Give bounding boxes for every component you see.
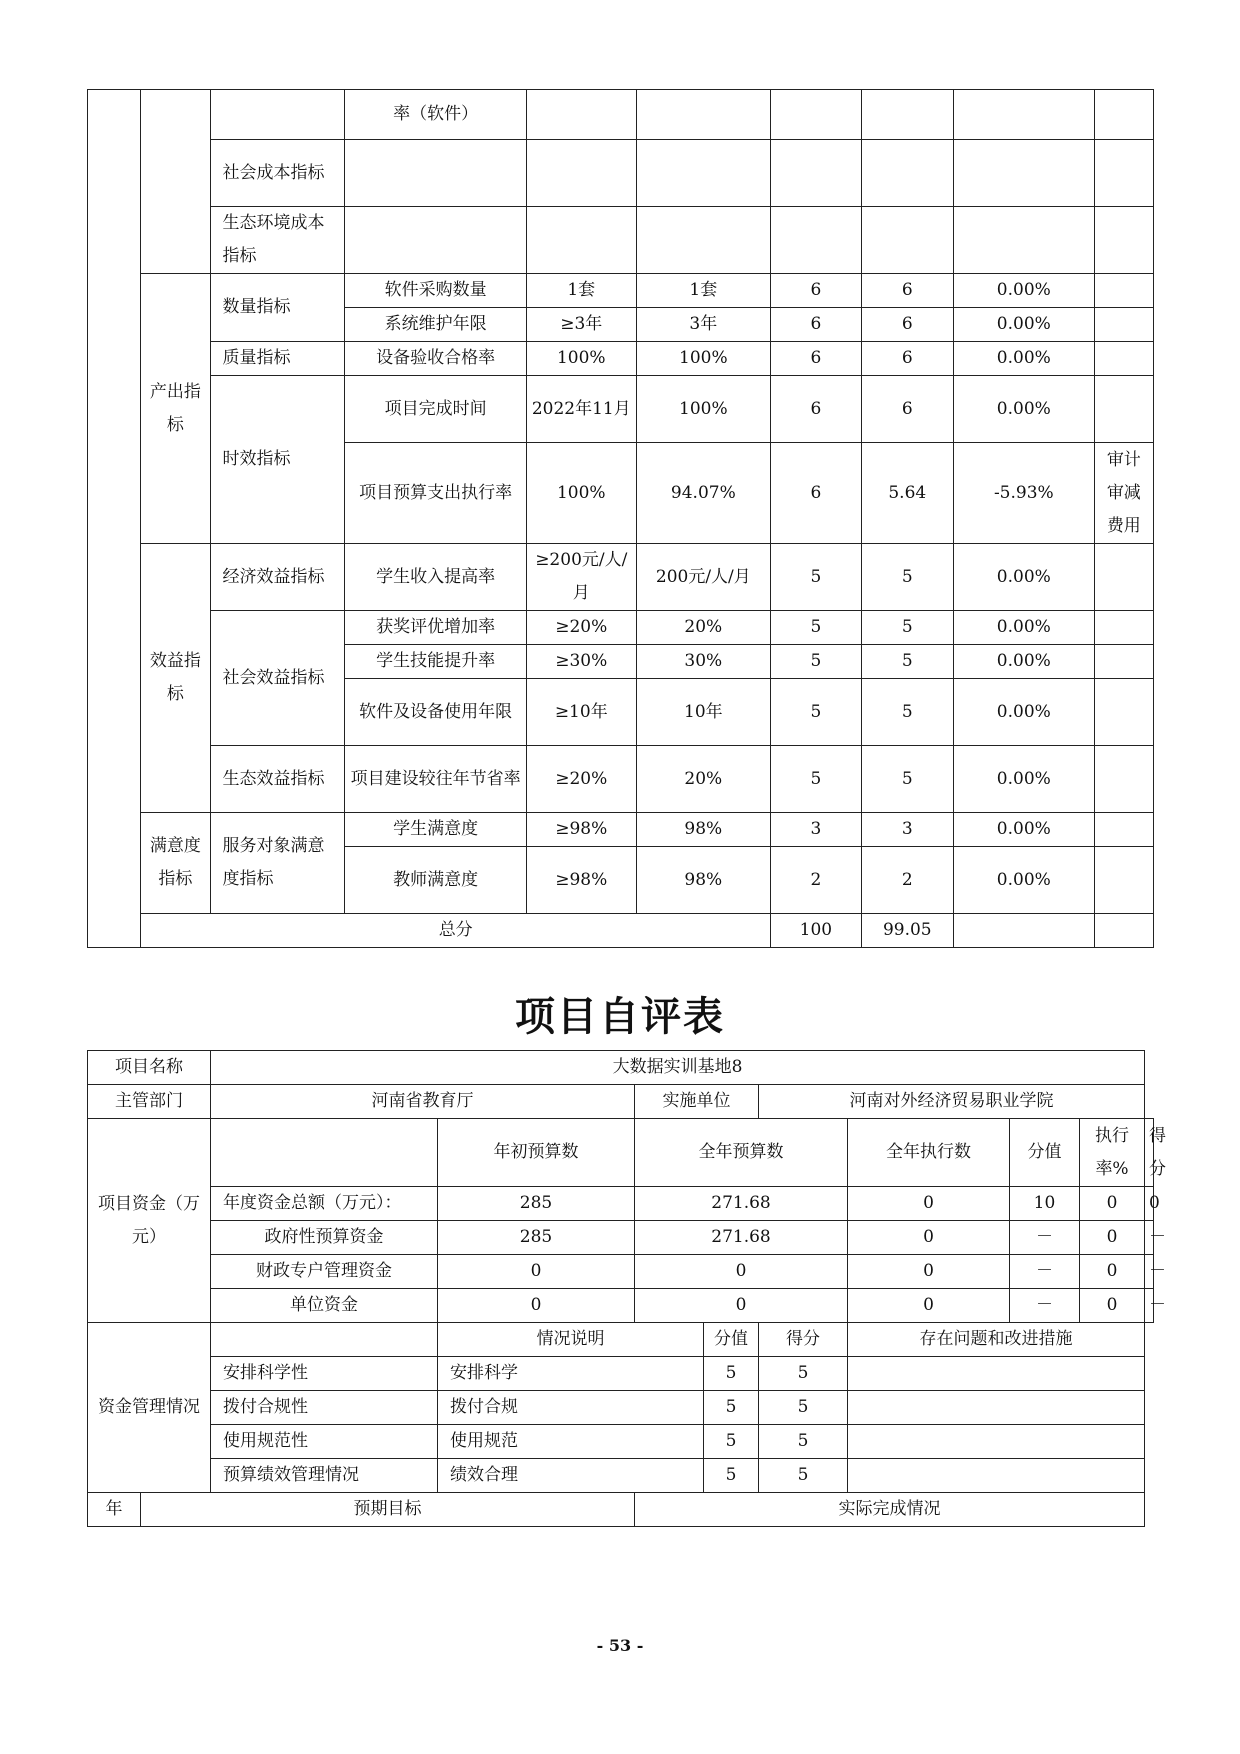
actual-value: 98% [636,813,771,847]
target-value: 2022年11月 [527,376,637,443]
score: 5 [771,645,861,679]
actual-value: 98% [636,847,771,914]
secondary-indicator: 社会成本指标 [210,140,345,207]
indicator-name: 学生技能提升率 [345,645,527,679]
actual-value: 100% [636,376,771,443]
mgmt-score: 5 [704,1357,759,1391]
secondary-indicator: 服务对象满意度指标 [210,813,345,914]
indicator-name: 系统维护年限 [345,308,527,342]
fund-initial: 285 [438,1187,635,1221]
mgmt-header-desc: 情况说明 [438,1323,704,1357]
year-label: 年 [88,1493,141,1527]
got: 5 [861,544,953,611]
deviation: 0.00% [953,544,1094,611]
expected-goal-label: 预期目标 [141,1493,635,1527]
dept-value: 河南省教育厅 [211,1085,635,1119]
got: 6 [861,342,953,376]
score: 5 [771,679,861,746]
header-executed: 全年执行数 [848,1119,1010,1187]
mgmt-desc: 绩效合理 [438,1459,704,1493]
deviation: 0.00% [953,645,1094,679]
header-got: 得分 [1145,1119,1154,1187]
mgmt-desc: 安排科学 [438,1357,704,1391]
actual-value: 94.07% [636,443,771,544]
project-name-label: 项目名称 [88,1051,211,1085]
indent-cell [141,90,210,274]
mgmt-desc: 使用规范 [438,1425,704,1459]
actual-completion-label: 实际完成情况 [635,1493,1145,1527]
fund-score: － [1010,1255,1080,1289]
score: 5 [771,611,861,645]
mgmt-item: 拨付合规性 [211,1391,438,1425]
deviation: 0.00% [953,376,1094,443]
mgmt-item: 安排科学性 [211,1357,438,1391]
indicator-name: 率（软件） [345,90,527,140]
target-value: ≥3年 [527,308,637,342]
mgmt-got: 5 [759,1425,848,1459]
got: 6 [861,376,953,443]
deviation: -5.93% [953,443,1094,544]
fund-executed: 0 [848,1255,1010,1289]
deviation: 0.00% [953,274,1094,308]
target-value: ≥20% [527,746,637,813]
header-rate: 执行率% [1080,1119,1145,1187]
fund-name: 财政专户管理资金 [211,1255,438,1289]
fund-rate: 0 [1080,1221,1145,1255]
fund-executed: 0 [848,1221,1010,1255]
fund-got: 0 [1145,1187,1154,1221]
fund-rate: 0 [1080,1255,1145,1289]
actual-value: 20% [636,611,771,645]
actual-value: 1套 [636,274,771,308]
header-annual: 全年预算数 [635,1119,848,1187]
actual-value: 100% [636,342,771,376]
fund-got: － [1145,1221,1154,1255]
deviation: 0.00% [953,342,1094,376]
indicator-name: 获奖评优增加率 [345,611,527,645]
target-value: ≥200元/人/月 [527,544,637,611]
header-score: 分值 [1010,1119,1080,1187]
target-value: ≥30% [527,645,637,679]
target-value: ≥20% [527,611,637,645]
secondary-indicator: 经济效益指标 [210,544,345,611]
target-value: ≥98% [527,847,637,914]
indicator-name: 学生收入提高率 [345,544,527,611]
score: 6 [771,376,861,443]
deviation: 0.00% [953,813,1094,847]
score: 6 [771,308,861,342]
deviation: 0.00% [953,679,1094,746]
project-name: 大数据实训基地8 [211,1051,1145,1085]
got: 5 [861,645,953,679]
fund-initial: 285 [438,1221,635,1255]
fund-score: 10 [1010,1187,1080,1221]
fund-rate: 0 [1080,1289,1145,1323]
mgmt-score: 5 [704,1425,759,1459]
fund-initial: 0 [438,1255,635,1289]
fund-annual: 0 [635,1289,848,1323]
actual-value: 3年 [636,308,771,342]
indicator-name: 项目建设较往年节省率 [345,746,527,813]
target-value: ≥10年 [527,679,637,746]
indicator-name: 软件及设备使用年限 [345,679,527,746]
fund-name: 单位资金 [211,1289,438,1323]
got: 5 [861,746,953,813]
remark: 审计审减费用 [1094,443,1153,544]
secondary-indicator: 数量指标 [210,274,345,342]
deviation: 0.00% [953,308,1094,342]
mgmt-label: 资金管理情况 [88,1323,211,1493]
self-evaluation-table [87,1050,1167,1527]
indicator-name: 教师满意度 [345,847,527,914]
score: 5 [771,544,861,611]
indicator-name: 学生满意度 [345,813,527,847]
fund-got: － [1145,1289,1154,1323]
primary-indicator: 产出指标 [141,274,210,544]
secondary-indicator: 时效指标 [210,376,345,544]
deviation: 0.00% [953,611,1094,645]
fund-executed: 0 [848,1289,1010,1323]
dept-label: 主管部门 [88,1085,211,1119]
impl-value: 河南对外经济贸易职业学院 [759,1085,1145,1119]
score: 6 [771,342,861,376]
secondary-indicator: 生态环境成本指标 [210,207,345,274]
target-value: 1套 [527,274,637,308]
indicator-name: 软件采购数量 [345,274,527,308]
mgmt-desc: 拨付合规 [438,1391,704,1425]
got: 2 [861,847,953,914]
got: 5 [861,679,953,746]
mgmt-got: 5 [759,1391,848,1425]
blank-cell [210,90,345,140]
mgmt-header-got: 得分 [759,1323,848,1357]
deviation: 0.00% [953,746,1094,813]
got: 3 [861,813,953,847]
mgmt-score: 5 [704,1391,759,1425]
actual-value: 30% [636,645,771,679]
actual-value: 10年 [636,679,771,746]
target-value: ≥98% [527,813,637,847]
score: 6 [771,274,861,308]
header-initial: 年初预算数 [438,1119,635,1187]
primary-indicator: 效益指标 [141,544,210,813]
fund-score: － [1010,1221,1080,1255]
total-got: 99.05 [861,914,953,948]
target-value: 100% [527,342,637,376]
score: 3 [771,813,861,847]
mgmt-got: 5 [759,1357,848,1391]
mgmt-score: 5 [704,1459,759,1493]
target-value: 100% [527,443,637,544]
got: 5 [861,611,953,645]
fund-annual: 0 [635,1255,848,1289]
indicator-name: 项目预算支出执行率 [345,443,527,544]
mgmt-item: 预算绩效管理情况 [211,1459,438,1493]
score: 6 [771,443,861,544]
actual-value: 200元/人/月 [636,544,771,611]
mgmt-header-score: 分值 [704,1323,759,1357]
total-score: 100 [771,914,861,948]
fund-annual: 271.68 [635,1187,848,1221]
got: 5.64 [861,443,953,544]
outer-indent-cell [88,90,141,948]
fund-name: 政府性预算资金 [211,1221,438,1255]
fund-name: 年度资金总额（万元）： [211,1187,438,1221]
score: 2 [771,847,861,914]
fund-executed: 0 [848,1187,1010,1221]
actual-value: 20% [636,746,771,813]
funds-label: 项目资金（万元） [88,1119,211,1323]
deviation: 0.00% [953,847,1094,914]
indicator-name: 设备验收合格率 [345,342,527,376]
mgmt-got: 5 [759,1459,848,1493]
fund-initial: 0 [438,1289,635,1323]
indicator-table [87,89,1154,948]
mgmt-item: 使用规范性 [211,1425,438,1459]
indicator-name: 项目完成时间 [345,376,527,443]
page-title: 项目自评表 [515,994,725,1040]
fund-rate: 0 [1080,1187,1145,1221]
secondary-indicator: 生态效益指标 [210,746,345,813]
score: 5 [771,746,861,813]
got: 6 [861,308,953,342]
page-number: - 53 - [596,1636,644,1655]
got: 6 [861,274,953,308]
fund-annual: 271.68 [635,1221,848,1255]
secondary-indicator: 质量指标 [210,342,345,376]
total-label: 总分 [141,914,771,948]
primary-indicator: 满意度指标 [141,813,210,914]
impl-label: 实施单位 [635,1085,759,1119]
fund-got: － [1145,1255,1154,1289]
mgmt-header-issues: 存在问题和改进措施 [848,1323,1145,1357]
fund-score: － [1010,1289,1080,1323]
secondary-indicator: 社会效益指标 [210,611,345,746]
